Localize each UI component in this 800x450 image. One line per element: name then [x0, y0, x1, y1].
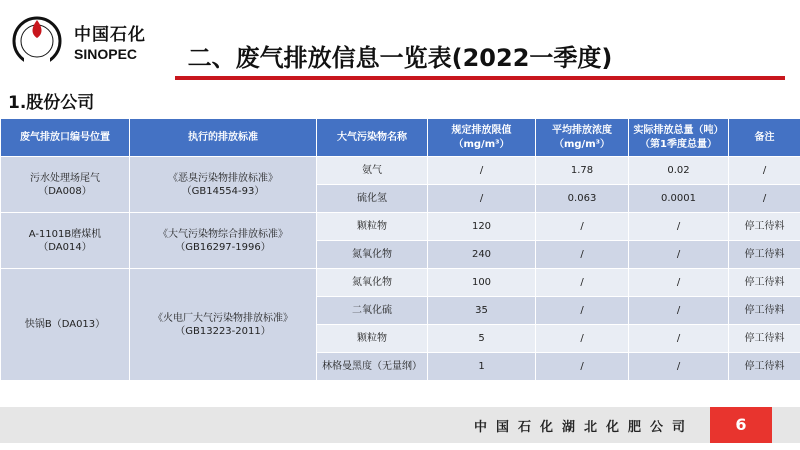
avg-cell: / — [536, 297, 629, 325]
column-header: 执行的排放标准 — [130, 119, 317, 157]
column-header: 平均排放浓度 （mg/m³） — [536, 119, 629, 157]
total-cell: / — [629, 325, 729, 353]
limit-cell: 100 — [428, 269, 536, 297]
avg-cell: / — [536, 269, 629, 297]
total-cell: / — [629, 269, 729, 297]
limit-cell: 35 — [428, 297, 536, 325]
table-row — [1, 269, 800, 297]
pollutant-cell: 颗粒物 — [317, 325, 428, 353]
table-header-row — [1, 119, 800, 157]
total-cell: / — [629, 297, 729, 325]
total-cell: 0.02 — [629, 157, 729, 185]
note-cell: 停工待料 — [729, 353, 800, 381]
table-row — [1, 157, 800, 185]
note-cell: 停工待料 — [729, 297, 800, 325]
avg-cell: / — [536, 325, 629, 353]
column-header: 实际排放总量（吨） （第1季度总量） — [629, 119, 729, 157]
pollutant-cell: 氮氧化物 — [317, 269, 428, 297]
avg-cell: 0.063 — [536, 185, 629, 213]
total-cell: / — [629, 241, 729, 269]
pollutant-cell: 林格曼黑度（无量纲） — [317, 353, 428, 381]
standard-cell: 《火电厂大气污染物排放标准》 （GB13223-2011） — [130, 269, 317, 381]
logo-english-name: SINOPEC — [74, 46, 138, 62]
outlet-cell: A-1101B磨煤机 （DA014） — [1, 213, 130, 269]
title-underline — [175, 76, 785, 80]
note-cell: / — [729, 157, 800, 185]
avg-cell: / — [536, 241, 629, 269]
slide-title: 二、废气排放信息一览表(2022一季度) — [187, 44, 613, 72]
avg-cell: / — [536, 213, 629, 241]
pollutant-cell: 氮氧化物 — [317, 241, 428, 269]
limit-cell: 1 — [428, 353, 536, 381]
note-cell: 停工待料 — [729, 213, 800, 241]
column-header: 废气排放口编号位置 — [1, 119, 130, 157]
pollutant-cell: 硫化氢 — [317, 185, 428, 213]
column-header: 规定排放限值 （mg/m³） — [428, 119, 536, 157]
total-cell: 0.0001 — [629, 185, 729, 213]
note-cell: / — [729, 185, 800, 213]
note-cell: 停工待料 — [729, 269, 800, 297]
standard-cell: 《恶臭污染物排放标准》 （GB14554-93） — [130, 157, 317, 213]
column-header: 备注 — [729, 119, 800, 157]
total-cell: / — [629, 213, 729, 241]
logo-chinese-name: 中国石化 — [74, 25, 146, 45]
pollutant-cell: 二氧化硫 — [317, 297, 428, 325]
pollutant-cell: 颗粒物 — [317, 213, 428, 241]
avg-cell: 1.78 — [536, 157, 629, 185]
table-row — [1, 213, 800, 241]
outlet-cell: 快锅B（DA013） — [1, 269, 130, 381]
limit-cell: / — [428, 157, 536, 185]
column-header: 大气污染物名称 — [317, 119, 428, 157]
emission-table — [0, 118, 800, 381]
total-cell: / — [629, 353, 729, 381]
section-heading: 1.股份公司 — [8, 93, 95, 113]
limit-cell: / — [428, 185, 536, 213]
note-cell: 停工待料 — [729, 241, 800, 269]
limit-cell: 120 — [428, 213, 536, 241]
page-number: 6 — [710, 407, 772, 443]
avg-cell: / — [536, 353, 629, 381]
standard-cell: 《大气污染物综合排放标准》 （GB16297-1996） — [130, 213, 317, 269]
footer-company: 中国石化湖北化肥公司 — [473, 420, 694, 435]
outlet-cell: 污水处理场尾气 （DA008） — [1, 157, 130, 213]
limit-cell: 5 — [428, 325, 536, 353]
limit-cell: 240 — [428, 241, 536, 269]
note-cell: 停工待料 — [729, 325, 800, 353]
pollutant-cell: 氨气 — [317, 157, 428, 185]
